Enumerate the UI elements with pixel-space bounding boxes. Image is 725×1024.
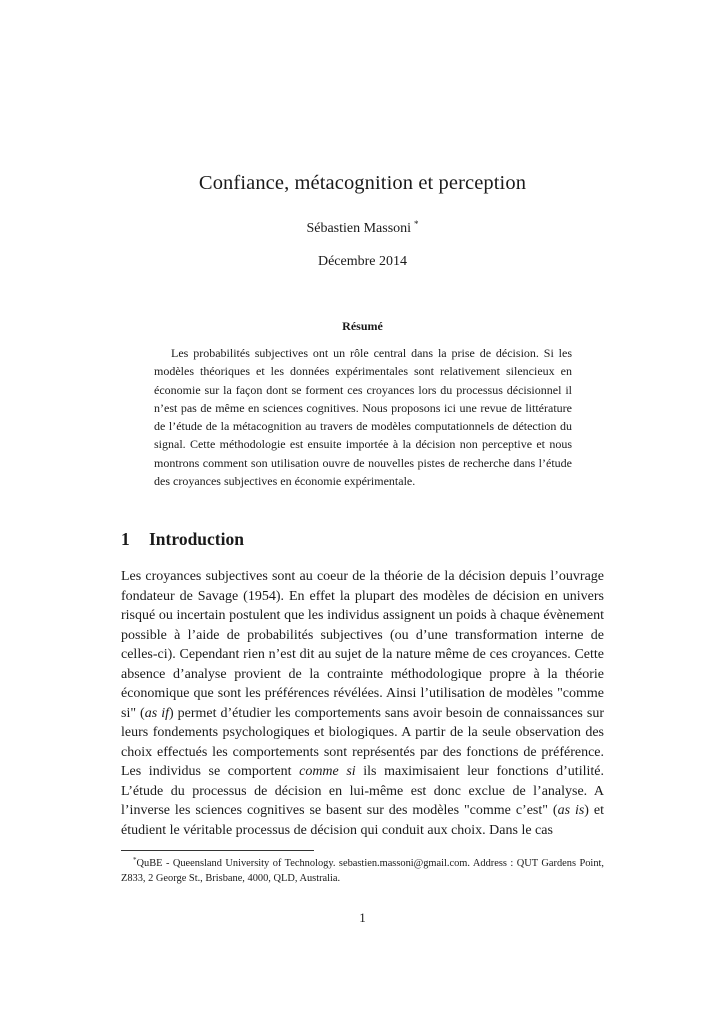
body-emphasis-as-if: as if <box>144 705 169 721</box>
paper-title: Confiance, métacognition et perception <box>198 172 527 194</box>
section-number: 1 <box>121 529 130 549</box>
body-text-part-2: ) permet d’étudier les comportements sans avoir besoin de connaissances sur leurs fondements psychologiques et biologiques. A partir de la seule observation des choix effectués les comportements sont représentés par des fonctions de préférence. Les individus se comportent <box>121 705 605 779</box>
body-text-part-4: ) et étudient le véritable processus de décision qui conduit aux choix. Dans le cas <box>121 803 604 838</box>
body-paragraph <box>121 567 604 840</box>
body-text-part-1: Les croyances subjectives sont au coeur de la théorie de la décision depuis l’ouvrage fondateur de Savage (1954). En effet la plupart des modèles de décision en univers risqué ou incertain postulent que les individus assignent un poids à chaque évènement possible à l’aide de probabilités subjectives (ou d’une transformation interne de celles-ci). Cependant rien n’est dit au sujet de la nature même de ces croyances. Cette absence d’analyse provient de la contrainte méthodologique propre à la théorie économique que sont les préférences révélées. Ainsi l’utilisation de modèles "comme si" ( <box>121 569 604 721</box>
section-heading <box>121 529 244 550</box>
body-emphasis-as-is: as is <box>557 803 585 818</box>
author-line <box>0 219 725 237</box>
body-text-part-3: ils maximisaient leur fonctions d’utilité. L’étude du processus de décision en lui-même est donc exclue de l’analyse. A l’inverse les sciences cognitives se basent sur des modèles "comme c’est" ( <box>121 764 604 818</box>
footnote-divider <box>121 850 314 851</box>
author-footnote-mark[interactable]: * <box>414 219 419 229</box>
abstract-text: Les probabilités subjectives ont un rôle central dans la prise de décision. Si les modèles théoriques et les données expérimentales sont relativement silencieux en économie sur la façon dont se forment ces croyances lors du processus décisionnel il n’est pas de même en sciences cognitives. Nous proposons ici une revue de littérature de l’étude de la métacognition au travers de modèles computationnels de détection du signal. Cette méthodologie est ensuite importée à la décision non perceptive et nous montrons comment son utilisation ouvre de nouvelles pistes de recherche dans l’étude des croyances subjectives en économie expérimentale. <box>154 346 572 489</box>
footnote-text: QuBE - Queensland University of Technology. sebastien.massoni@gmail.com. Address : QUT Gardens Point, Z833, 2 George St., Brisbane, 4000, QLD, Australia. <box>121 858 604 884</box>
body-emphasis-comme-si: comme si <box>299 764 356 779</box>
footnote-mark: * <box>133 856 137 864</box>
abstract-heading: Résumé <box>342 319 383 333</box>
page-number: 1 <box>359 910 366 925</box>
footnote <box>121 853 604 886</box>
paper-date: Décembre 2014 <box>317 254 408 269</box>
section-title: Introduction <box>149 529 244 549</box>
author-name: Sébastien Massoni <box>306 221 412 236</box>
